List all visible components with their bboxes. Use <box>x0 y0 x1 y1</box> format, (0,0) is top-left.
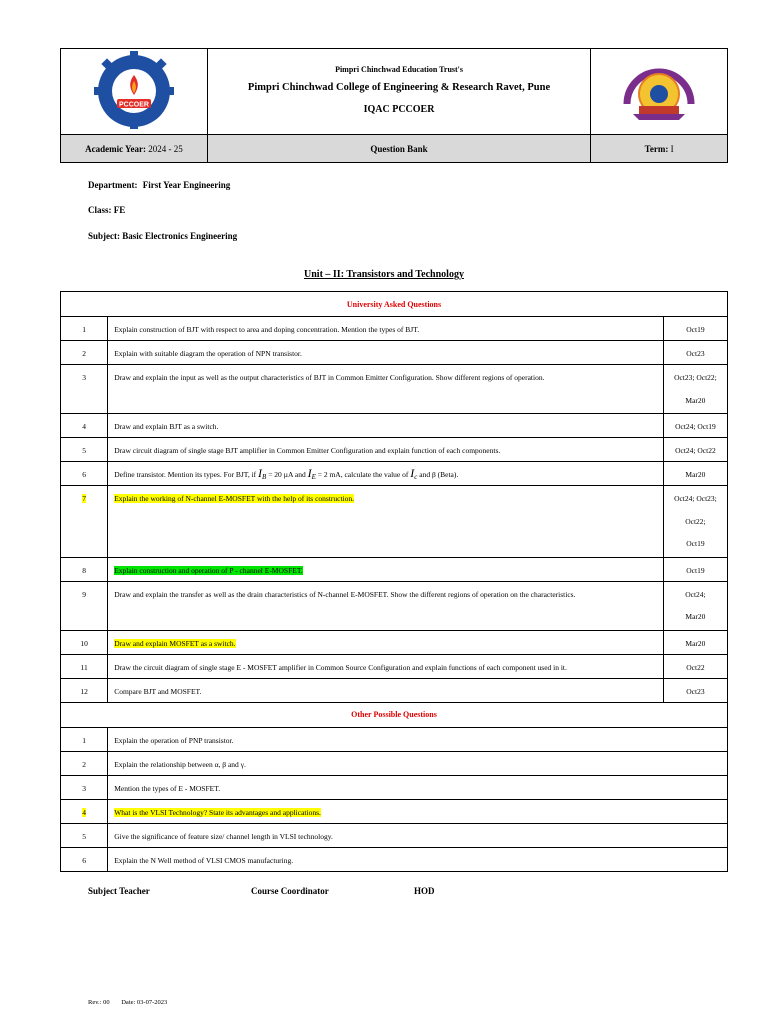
academic-year-cell <box>61 135 208 163</box>
subject-teacher-sign: Subject Teacher <box>88 886 150 896</box>
question-dates <box>663 438 727 462</box>
question-dates <box>663 317 727 341</box>
question-number: 6 <box>82 470 86 479</box>
table-row <box>61 630 728 654</box>
exam-date: Oct24; Oct22 <box>675 446 716 455</box>
department-value: First Year Engineering <box>142 180 231 190</box>
department-line <box>88 180 230 190</box>
exam-date: Mar20 <box>685 470 706 479</box>
question-text: Mention the types of E - MOSFET. <box>114 783 221 793</box>
right-logo-cell <box>591 49 728 135</box>
exam-date: Oct22; <box>685 516 706 526</box>
exam-date: Mar20 <box>685 638 706 648</box>
term-cell <box>591 135 728 163</box>
question-text: Explain the relationship between α, β and γ. <box>114 759 246 769</box>
question-number: 11 <box>80 662 88 672</box>
question-text: Draw and explain the input as well as the output characteristics of BJT in Common Emitter Configuration. Show different regions of operation. <box>114 373 545 382</box>
table-row <box>61 341 728 365</box>
question-number: 1 <box>82 735 86 745</box>
table-row <box>61 317 728 341</box>
term-label: Term: <box>644 143 669 154</box>
term-value: I <box>670 143 674 154</box>
section-university-asked: University Asked Questions <box>61 292 728 317</box>
table-row <box>61 486 728 558</box>
table-row <box>61 438 728 462</box>
q6-ic-sym: I <box>410 466 415 480</box>
question-text <box>114 466 459 481</box>
question-text: Compare BJT and MOSFET. <box>114 686 202 696</box>
academic-year-value: 2024 - 25 <box>148 143 183 154</box>
exam-date: Oct24; <box>685 589 706 599</box>
question-number: 5 <box>82 446 86 455</box>
footer-rev: Rev.: 00 <box>88 999 110 1006</box>
question-number: 4 <box>82 807 86 817</box>
table-row <box>61 462 728 486</box>
table-row <box>61 751 728 775</box>
q6-pre: Define transistor. Mention its types. For BJT, if <box>114 470 259 479</box>
department-label: Department: <box>88 180 138 190</box>
question-text: Explain the working of N-channel E-MOSFET with the help of its construction. <box>114 494 355 503</box>
question-text: Give the significance of feature size/ channel length in VLSI technology. <box>114 831 333 841</box>
pccoer-logo <box>79 49 189 129</box>
exam-date: Oct23; Oct22; <box>674 373 717 382</box>
table-row <box>61 365 728 414</box>
exam-date: Oct24; Oct23; <box>674 494 717 503</box>
subject-line <box>88 231 237 241</box>
question-text: Draw the circuit diagram of single stage E - MOSFET amplifier in Common Source Configuration and explain functions of each component used in it. <box>114 662 567 672</box>
emblem-icon <box>627 72 691 120</box>
exam-date: Oct19 <box>686 565 705 575</box>
question-dates <box>663 557 727 581</box>
exam-date: Oct19 <box>686 539 705 548</box>
table-row <box>61 581 728 630</box>
exam-date: Oct24; Oct19 <box>675 422 716 431</box>
section-other-possible: Other Possible Questions <box>61 702 728 727</box>
exam-date: Oct19 <box>686 325 705 334</box>
q6-ie-sub: E <box>311 473 316 481</box>
subject-label: Subject: <box>88 231 120 241</box>
exam-date: Mar20 <box>685 612 706 621</box>
hod-sign: HOD <box>414 886 435 896</box>
table-row <box>61 823 728 847</box>
table-row <box>61 557 728 581</box>
class-line <box>88 205 125 215</box>
trust-name: Pimpri Chinchwad Education Trust's <box>335 65 464 74</box>
question-dates <box>663 462 727 486</box>
header-table <box>60 48 728 163</box>
table-row <box>61 775 728 799</box>
institute-cell <box>207 49 590 135</box>
doc-type: Question Bank <box>370 143 428 154</box>
q6-ie-sym: I <box>307 466 312 480</box>
question-dates <box>663 630 727 654</box>
footer-date: Date: 03-07-2023 <box>121 999 168 1006</box>
question-number: 2 <box>82 759 86 769</box>
question-text: Explain construction and operation of P - channel E-MOSFET. <box>114 565 303 575</box>
subject-value: Basic Electronics Engineering <box>122 231 238 241</box>
question-dates <box>663 581 727 630</box>
q6-post: and β (Beta). <box>417 470 459 479</box>
question-number: 7 <box>82 494 86 503</box>
question-text: Draw and explain the transfer as well as the drain characteristics of N-channel E-MOSFET. Show the different regions of operation on the characteristics. <box>114 589 576 599</box>
table-row <box>61 727 728 751</box>
question-number: 3 <box>82 783 86 793</box>
question-table <box>60 291 728 872</box>
q6-ib-sym: I <box>258 466 263 480</box>
q6-ib-sub: B <box>262 473 267 481</box>
question-number: 10 <box>80 638 88 648</box>
university-emblem <box>619 54 699 124</box>
unit-title: Unit – II: Transistors and Technology <box>304 269 464 280</box>
course-coordinator-sign: Course Coordinator <box>251 886 329 896</box>
question-number: 9 <box>82 589 86 599</box>
table-row <box>61 799 728 823</box>
question-text: Draw and explain MOSFET as a switch. <box>114 638 236 648</box>
left-logo-cell <box>61 49 208 135</box>
table-row <box>61 654 728 678</box>
question-dates <box>663 486 727 558</box>
academic-year-label: Academic Year: <box>85 143 146 154</box>
question-number: 8 <box>82 565 86 575</box>
table-row <box>61 847 728 871</box>
question-text: Explain the operation of PNP transistor. <box>114 735 234 745</box>
question-text: Explain construction of BJT with respect to area and doping concentration. Mention the types of BJT. <box>114 325 420 334</box>
question-dates <box>663 414 727 438</box>
table-row <box>61 414 728 438</box>
q6-ib-val: = 20 µA and <box>266 470 308 479</box>
q6-ic-sub: c <box>414 473 418 481</box>
iqac-label: IQAC PCCOER <box>363 104 435 115</box>
logo-text: PCCOER <box>118 101 149 109</box>
question-dates <box>663 365 727 414</box>
exam-date: Oct22 <box>686 662 705 672</box>
footer <box>88 999 167 1006</box>
question-text: Draw and explain BJT as a switch. <box>114 422 219 431</box>
question-number: 3 <box>82 373 86 382</box>
question-text: Explain with suitable diagram the operation of NPN transistor. <box>114 349 302 358</box>
table-row <box>61 678 728 702</box>
question-dates <box>663 678 727 702</box>
question-dates <box>663 341 727 365</box>
exam-date: Oct23 <box>686 349 705 358</box>
doc-type-cell <box>207 135 590 163</box>
question-number: 5 <box>82 831 86 841</box>
exam-date: Oct23 <box>686 686 705 696</box>
question-number: 2 <box>82 349 86 358</box>
college-name: Pimpri Chinchwad College of Engineering & Research Ravet, Pune <box>247 82 551 93</box>
question-number: 6 <box>82 855 86 865</box>
q6-ie-val: = 2 mA, calculate the value of <box>315 470 411 479</box>
question-number: 12 <box>80 686 88 696</box>
question-text: Draw circuit diagram of single stage BJT amplifier in Common Emitter Configuration and explain function of each components. <box>114 446 501 455</box>
class-label: Class: <box>88 205 112 215</box>
question-text: What is the VLSI Technology? State its advantages and applications. <box>114 807 321 817</box>
question-number: 4 <box>82 422 86 431</box>
question-number: 1 <box>82 325 86 334</box>
exam-date: Mar20 <box>685 395 706 405</box>
gear-icon <box>94 51 174 129</box>
question-text: Explain the N Well method of VLSI CMOS manufacturing. <box>114 855 294 865</box>
class-value: FE <box>113 205 126 215</box>
question-dates <box>663 654 727 678</box>
